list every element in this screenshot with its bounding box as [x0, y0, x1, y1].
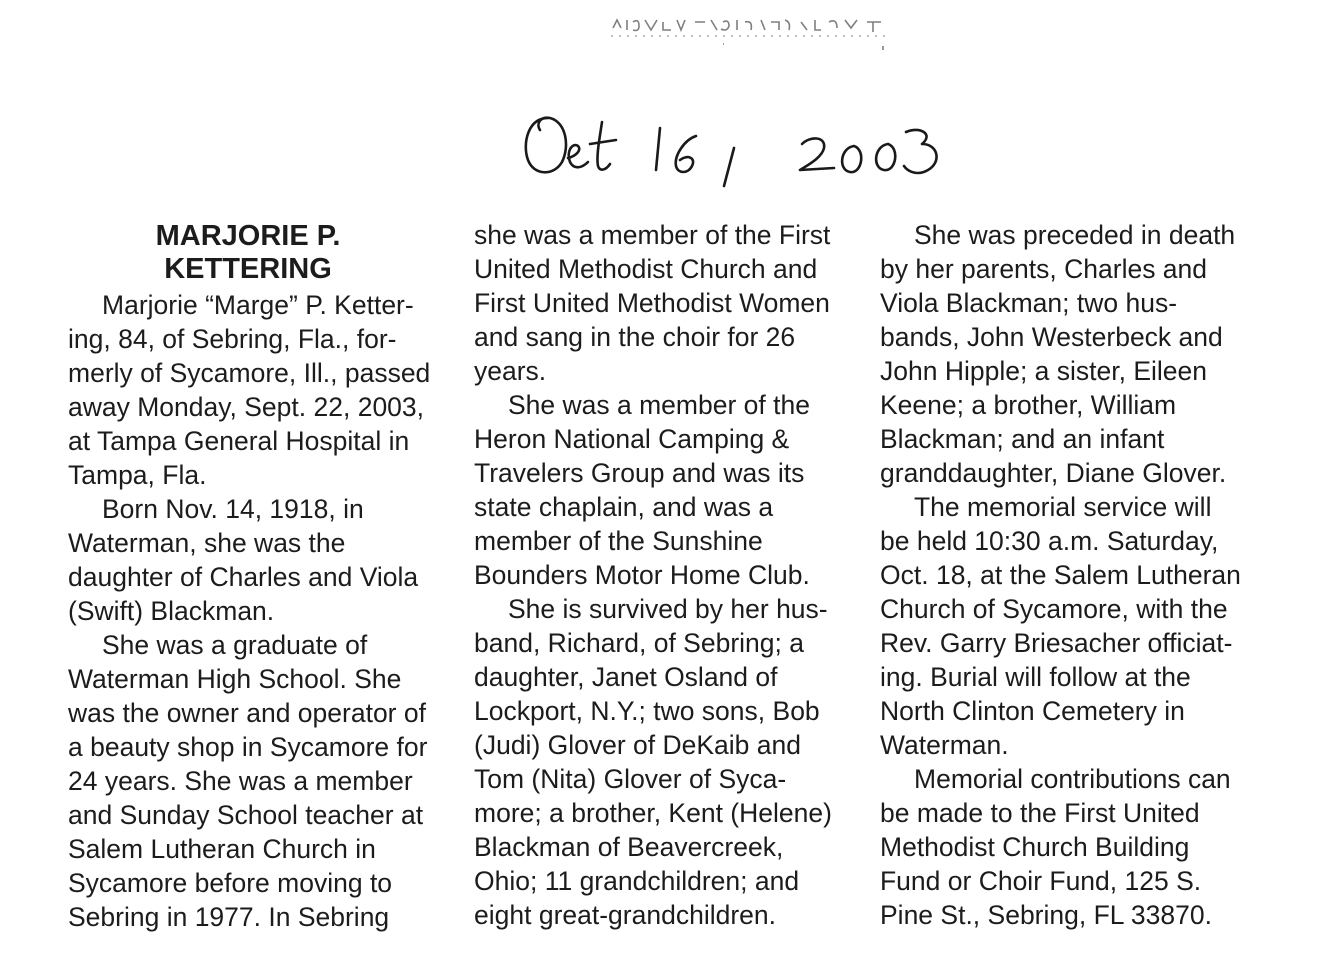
text-line: She was a member of the: [508, 390, 810, 420]
text-line: was the owner and operator of: [68, 698, 426, 728]
text-line: Ohio; 11 grandchildren; and: [474, 866, 800, 896]
paragraph: [474, 218, 864, 388]
text-line: Sycamore before moving to: [68, 868, 393, 898]
text-line: Marjorie “Marge” P. Ketter-: [102, 290, 414, 320]
text-line: Waterman.: [880, 730, 1009, 760]
text-line: John Hipple; a sister, Eileen: [880, 356, 1208, 386]
text-line: years.: [474, 356, 547, 386]
text-line: daughter, Janet Osland of: [474, 662, 778, 692]
name-line-2: KETTERING: [164, 253, 332, 285]
text-line: Tom (Nita) Glover of Syca-: [474, 764, 787, 794]
text-line: be made to the First United: [880, 798, 1200, 828]
name-line-1: MARJORIE P.: [155, 220, 341, 252]
text-line: she was a member of the First: [474, 220, 831, 250]
text-line: Oct. 18, at the Salem Lutheran: [880, 560, 1241, 590]
text-line: Blackman of Beavercreek,: [474, 832, 784, 862]
text-line: and Sunday School teacher at: [68, 800, 424, 830]
text-line: She was a graduate of: [102, 630, 368, 660]
text-line: state chaplain, and was a: [474, 492, 774, 522]
paragraph: [474, 592, 864, 932]
text-line: granddaughter, Diane Glover.: [880, 458, 1227, 488]
column-body: [68, 288, 448, 934]
text-line: Memorial contributions can: [914, 764, 1231, 794]
column-body: [474, 218, 864, 932]
text-line: eight great-grandchildren.: [474, 900, 776, 930]
obituary-heading: [68, 220, 448, 286]
text-line: more; a brother, Kent (Helene): [474, 798, 832, 828]
handwritten-date: [510, 100, 960, 200]
text-line: daughter of Charles and Viola: [68, 562, 419, 592]
text-line: Waterman High School. She: [68, 664, 402, 694]
text-line: Church of Sycamore, with the: [880, 594, 1228, 624]
text-line: and sang in the choir for 26: [474, 322, 796, 352]
paragraph: [68, 492, 448, 628]
text-line: Rev. Garry Briesacher officiat-: [880, 628, 1233, 658]
text-line: Pine St., Sebring, FL 33870.: [880, 900, 1212, 930]
text-line: Lockport, N.Y.; two sons, Bob: [474, 696, 820, 726]
text-line: at Tampa General Hospital in: [68, 426, 410, 456]
text-line: Methodist Church Building: [880, 832, 1190, 862]
text-line: by her parents, Charles and: [880, 254, 1208, 284]
text-line: bands, John Westerbeck and: [880, 322, 1223, 352]
paragraph: [68, 628, 448, 934]
text-line: Blackman; and an infant: [880, 424, 1165, 454]
text-line: member of the Sunshine: [474, 526, 763, 556]
text-line: She is survived by her hus-: [508, 594, 828, 624]
text-line: North Clinton Cemetery in: [880, 696, 1185, 726]
text-line: away Monday, Sept. 22, 2003,: [68, 392, 425, 422]
text-line: The memorial service will: [914, 492, 1212, 522]
obituary-column-3: [880, 218, 1260, 932]
text-line: Sebring in 1977. In Sebring: [68, 902, 390, 932]
text-line: (Judi) Glover of DeKaib and: [474, 730, 801, 760]
text-line: Travelers Group and was its: [474, 458, 805, 488]
text-line: United Methodist Church and: [474, 254, 818, 284]
text-line: Salem Lutheran Church in: [68, 834, 376, 864]
text-line: Bounders Motor Home Club.: [474, 560, 810, 590]
paragraph: [880, 762, 1260, 932]
text-line: Viola Blackman; two hus-: [880, 288, 1178, 318]
obituary-column-2: [474, 218, 864, 932]
text-line: Heron National Camping &: [474, 424, 790, 454]
masthead-logo: [605, 10, 905, 50]
text-line: ing, 84, of Sebring, Fla., for-: [68, 324, 397, 354]
paragraph: [880, 218, 1260, 490]
text-line: Waterman, she was the: [68, 528, 346, 558]
text-line: ing. Burial will follow at the: [880, 662, 1191, 692]
paragraph: [880, 490, 1260, 762]
text-line: 24 years. She was a member: [68, 766, 413, 796]
column-body: [880, 218, 1260, 932]
paragraph: [474, 388, 864, 592]
paragraph: [68, 288, 448, 492]
text-line: First United Methodist Women: [474, 288, 830, 318]
text-line: She was preceded in death: [914, 220, 1236, 250]
text-line: a beauty shop in Sycamore for: [68, 732, 428, 762]
text-line: be held 10:30 a.m. Saturday,: [880, 526, 1219, 556]
text-line: Born Nov. 14, 1918, in: [102, 494, 364, 524]
text-line: Keene; a brother, William: [880, 390, 1177, 420]
text-line: band, Richard, of Sebring; a: [474, 628, 804, 658]
text-line: Tampa, Fla.: [68, 460, 207, 490]
text-line: merly of Sycamore, Ill., passed: [68, 358, 431, 388]
obituary-column-1: [68, 218, 448, 934]
text-line: Fund or Choir Fund, 125 S.: [880, 866, 1202, 896]
text-line: (Swift) Blackman.: [68, 596, 275, 626]
